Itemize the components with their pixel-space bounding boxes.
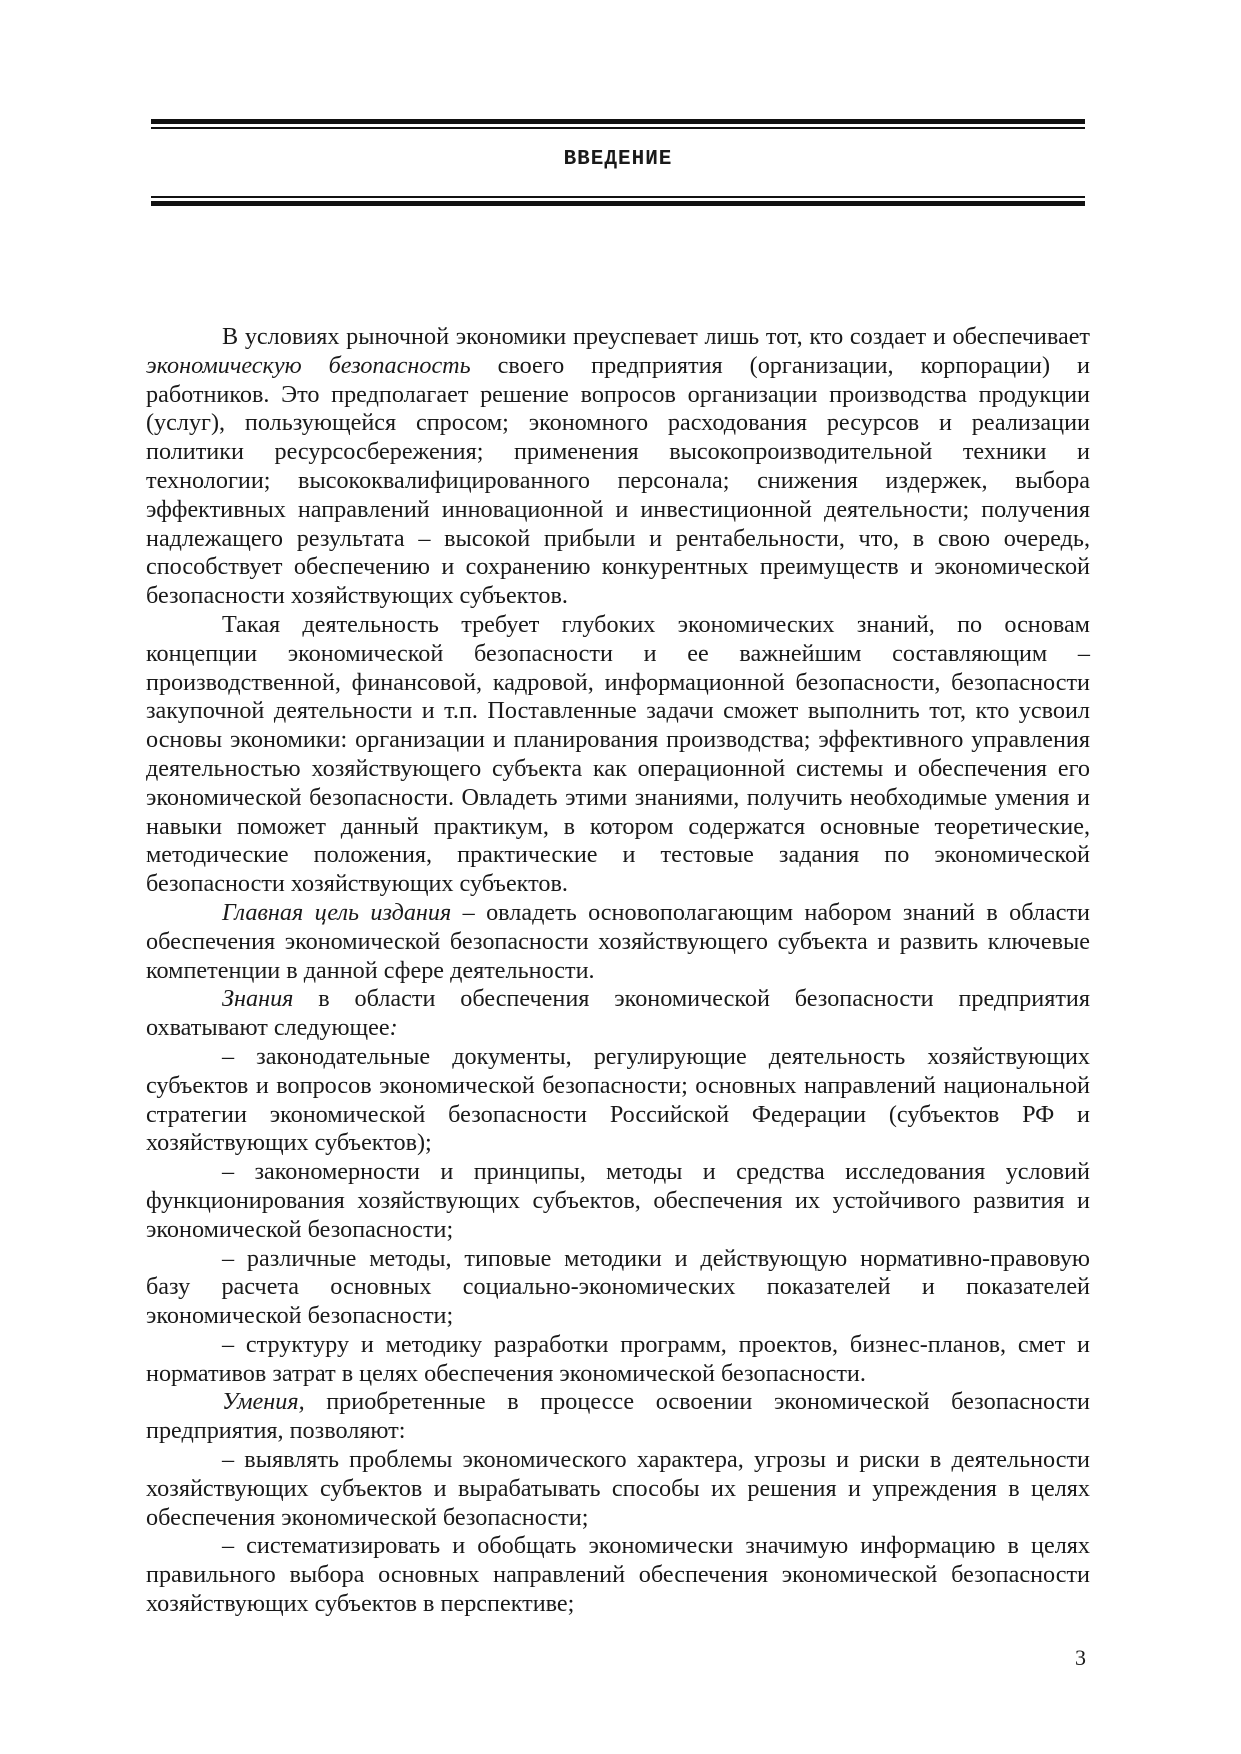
paragraph-goal: Главная цель издания – овладеть основополагающим набором знаний в области обеспечения экономической безопасности хозяйствующего субъекта и развить ключевые компетенции в данной сфере деятельности. <box>146 898 1090 984</box>
emphasis-skills: Умения, <box>222 1388 305 1416</box>
emphasis-economic-security: экономическую безопасность <box>146 351 471 379</box>
knowledge-item: – структуру и методику разработки программ, проектов, бизнес-планов, смет и нормативов затрат в целях обеспечения экономической безопасности. <box>146 1330 1090 1387</box>
heading-bottom-rule <box>151 196 1085 206</box>
skills-item: – систематизировать и обобщать экономически значимую информацию в целях правильного выбора основных направлений обеспечения экономической безопасности хозяйствующих субъектов в перспективе; <box>146 1532 1090 1618</box>
heading-top-rule <box>151 119 1085 129</box>
paragraph-activity: Такая деятельность требует глубоких экономических знаний, по основам концепции экономической безопасности и ее важнейшим составляющим – производственной, финансовой, кадровой, информационной безопасности, безопасности закупочной деятельности и т.п. Поставленные задачи сможет выполнить тот, кто усвоил основы экономики: организации и планирования производства; эффективного управления деятельностью хозяйствующего субъекта как операционной системы и обеспечения его экономической безопасности. Овладеть этими знаниями, получить необходимые умения и навыки поможет данный практикум, в котором содержатся основные теоретические, методические положения, практические и тестовые задания по экономической безопасности хозяйствующих субъектов. <box>146 610 1090 898</box>
knowledge-item: – закономерности и принципы, методы и средства исследования условий функционирования хозяйствующих субъектов, обеспечения их устойчивого развития и экономической безопасности; <box>146 1158 1090 1243</box>
emphasis-goal: Главная цель издания <box>222 898 452 926</box>
paragraph-skills: Умения, приобретенные в процессе освоении экономической безопасности предприятия, позволяют: <box>146 1388 1090 1445</box>
page-number: 3 <box>1075 1645 1086 1670</box>
paragraph-intro: В условиях рыночной экономики преуспевает лишь тот, кто создает и обеспечивает экономическую безопасность своего предприятия (организации, корпорации) и работников. Это предполагает решение вопросов организации производства продукции (услуг), пользующейся спросом; экономного расходования ресурсов и реализации политики ресурсосбережения; применения высокопроизводительной техники и технологии; высококвалифицированного персонала; снижения издержек, выбора эффективных направлений инновационной и инвестиционной деятельности; получения надлежащего результата – высокой прибыли и рентабельности, что, в свою очередь, способствует обеспечению и сохранению конкурентных преимуществ и экономической безопасности хозяйствующих субъектов. <box>146 323 1090 610</box>
paragraph-knowledge: Знания в области обеспечения экономической безопасности предприятия охватывают следующее: <box>146 985 1090 1042</box>
body-text <box>146 323 1090 1619</box>
page-title: ВВЕДЕНИЕ <box>563 148 673 171</box>
skills-item: – выявлять проблемы экономического характера, угрозы и риски в деятельности хозяйствующих субъектов и вырабатывать способы их решения и упреждения в целях обеспечения экономической безопасности; <box>146 1446 1090 1531</box>
knowledge-item: – различные методы, типовые методики и действующую нормативно-правовую базу расчета основных социально-экономических показателей и показателей экономической безопасности; <box>146 1244 1090 1330</box>
knowledge-item: – законодательные документы, регулирующие деятельность хозяйствующих субъектов и вопросов экономической безопасности; основных направлений национальной стратегии экономической безопасности Российской Федерации (субъектов РФ и хозяйствующих субъектов); <box>146 1042 1090 1157</box>
emphasis-knowledge: Знания <box>222 985 294 1013</box>
